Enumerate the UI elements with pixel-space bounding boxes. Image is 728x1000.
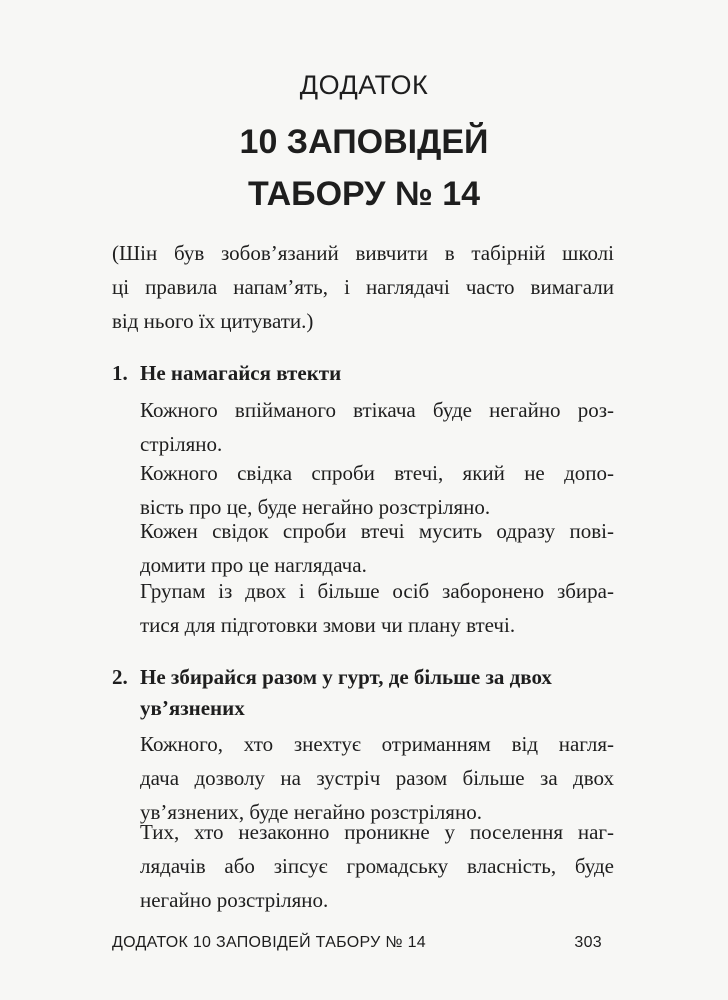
title-line-2: ТАБОРУ № 14 xyxy=(247,175,481,213)
intro-line: ці правила напам’ять, і наглядачі часто вимагали xyxy=(112,275,614,299)
section-label: ДОДАТОК xyxy=(299,70,429,100)
rule-number: 1. xyxy=(112,361,128,385)
running-head: ДОДАТОК 10 ЗАПОВІДЕЙ ТАБОРУ № 14 xyxy=(112,934,426,951)
rule-1-paragraph-1 xyxy=(140,393,614,461)
paragraph-line: лядачів або зіпсує громадську власність, буде xyxy=(140,854,614,878)
rule-1-paragraph-4 xyxy=(140,574,614,642)
paragraph-line: стріляно. xyxy=(140,432,223,456)
rule-title-continued: ув’язнених xyxy=(140,696,245,720)
rule-number: 2. xyxy=(112,665,128,689)
rule-title: Не збирайся разом у гурт, де більше за двох xyxy=(140,665,552,689)
title-line-1: 10 ЗАПОВІДЕЙ xyxy=(239,123,489,161)
intro-line: (Шін був зобов’язаний вивчити в табірній школі xyxy=(112,241,614,265)
intro-paragraph xyxy=(112,236,614,338)
paragraph-line: дача дозволу на зустріч разом більше за двох xyxy=(140,766,614,790)
paragraph-line: Кожного, хто знехтує отриманням від нагля- xyxy=(140,732,614,756)
page-number: 303 xyxy=(574,934,602,951)
rule-2-paragraph-2 xyxy=(140,815,614,917)
page-title xyxy=(0,116,728,220)
paragraph-line: тися для підготовки змови чи плану втечі. xyxy=(140,613,516,637)
paragraph-line: Кожного впійманого втікача буде негайно роз- xyxy=(140,398,614,422)
paragraph-line: вість про це, буде негайно розстріляно. xyxy=(140,495,491,519)
rule-2-paragraph-1 xyxy=(140,727,614,829)
intro-line: від нього їх цитувати.) xyxy=(112,309,314,333)
paragraph-line: Кожен свідок спроби втечі мусить одразу пові- xyxy=(140,519,614,543)
paragraph-line: Кожного свідка спроби втечі, який не допо- xyxy=(140,461,614,485)
paragraph-line: Групам із двох і більше осіб заборонено збира- xyxy=(140,579,614,603)
paragraph-line: негайно розстріляно. xyxy=(140,888,329,912)
rule-1-paragraph-3 xyxy=(140,514,614,582)
rule-title: Не намагайся втекти xyxy=(140,361,342,385)
paragraph-line: ув’язнених, буде негайно розстріляно. xyxy=(140,800,482,824)
paragraph-line: домити про це наглядача. xyxy=(140,553,367,577)
paragraph-line: Тих, хто незаконно проникне у поселення наг- xyxy=(140,820,614,844)
